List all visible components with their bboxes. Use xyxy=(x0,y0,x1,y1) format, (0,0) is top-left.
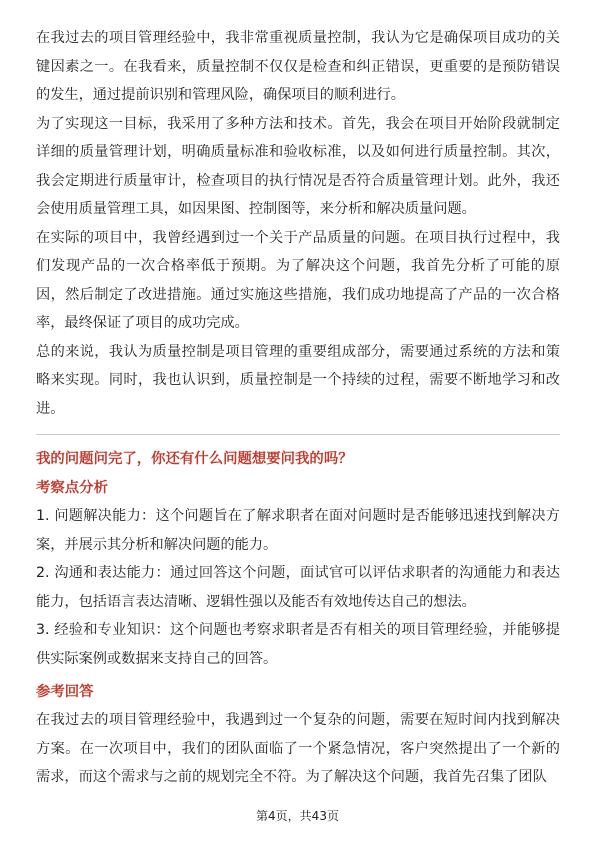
intro-paragraph-2: 为了实现这一目标，我采用了多种方法和技术。首先，我会在项目开始阶段就制定详细的质量管理计划，明确质量标准和验收标准，以及如何进行质量控制。其次，我会定期进行质量审计，检查项目的执行情况是否符合质量管理计划。此外，我还会使用质量管理工具，如因果图、控制图等，来分析和解决质量问题。 xyxy=(36,115,560,217)
analysis-item-2: 2. 沟通和表达能力：通过回答这个问题，面试官可以评估求职者的沟通能力和表达能力，包括语言表达清晰、逻辑性强以及能否有效地传达自己的想法。 xyxy=(36,565,560,610)
document-page xyxy=(36,24,560,792)
intro-paragraph-4: 总的来说，我认为质量控制是项目管理的重要组成部分，需要通过系统的方法和策略来实现。同时，我也认识到，质量控制是一个持续的过程，需要不断地学习和改进。 xyxy=(36,343,560,417)
analysis-item-3: 3. 经验和专业知识：这个问题也考察求职者是否有相关的项目管理经验，并能够提供实际案例或数据来支持自己的回答。 xyxy=(36,622,560,667)
analysis-heading: 考察点分析 xyxy=(36,480,108,496)
answer-paragraph: 在我过去的项目管理经验中，我遇到过一个复杂的问题，需要在短时间内找到解决方案。在一次项目中，我们的团队面临了一个紧急情况，客户突然提出了一个新的需求，而这个需求与之前的规划完全不符。为了解决这个问题，我首先召集了团队 xyxy=(36,712,560,785)
page-footer: 第4页，共43页 xyxy=(256,809,339,823)
analysis-item-1: 1. 问题解决能力：这个问题旨在了解求职者在面对问题时是否能够迅速找到解决方案，并展示其分析和解决问题的能力。 xyxy=(36,508,560,553)
section-divider xyxy=(36,434,560,435)
intro-paragraph-3: 在实际的项目中，我曾经遇到过一个关于产品质量的问题。在项目执行过程中，我们发现产品的一次合格率低于预期。为了解决这个问题，我首先分析了可能的原因，然后制定了改进措施。通过实施这些措施，我们成功地提高了产品的一次合格率，最终保证了项目的成功完成。 xyxy=(36,229,560,331)
question-title: 我的问题问完了，你还有什么问题想要问我的吗？ xyxy=(36,451,353,467)
intro-paragraph-1: 在我过去的项目管理经验中，我非常重视质量控制，我认为它是确保项目成功的关键因素之一。在我看来，质量控制不仅仅是检查和纠正错误，更重要的是预防错误的发生，通过提前识别和管理风险，确保项目的顺利进行。 xyxy=(36,30,560,103)
answer-heading: 参考回答 xyxy=(36,684,94,700)
